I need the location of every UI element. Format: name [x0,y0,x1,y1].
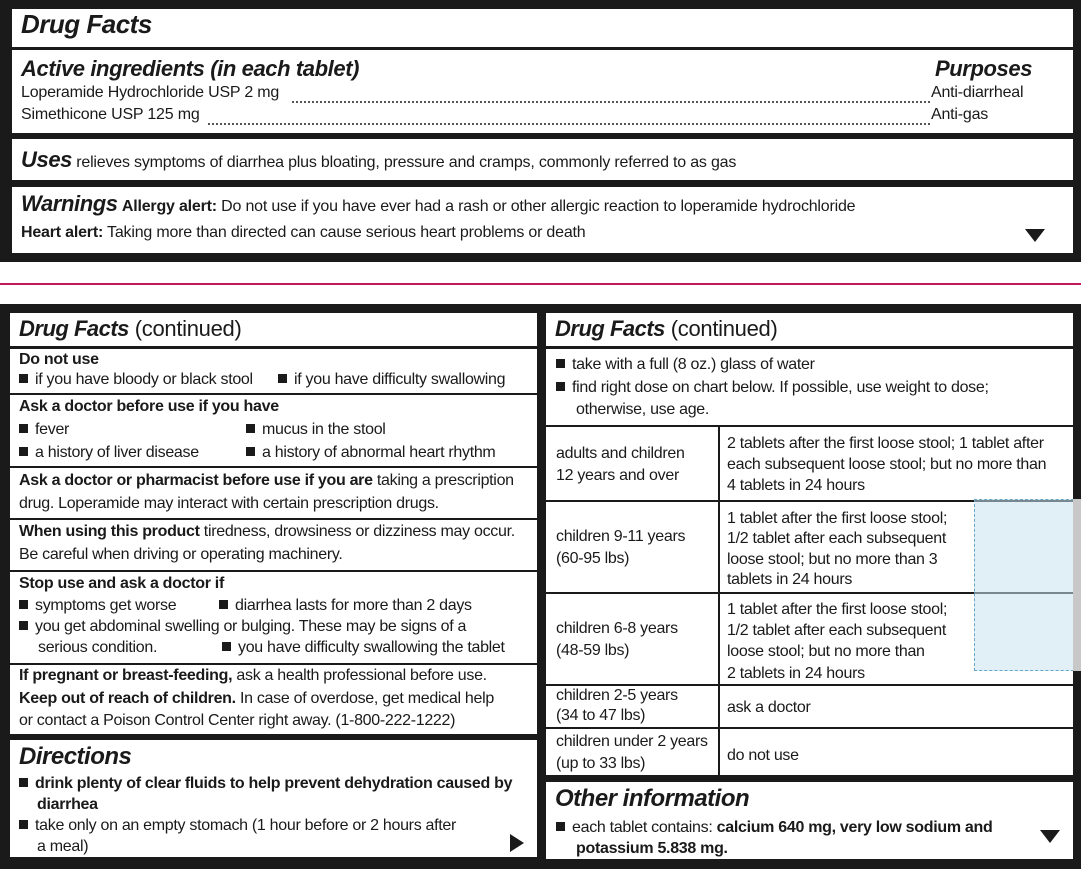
bullet-icon [19,447,28,456]
when-using-line-2: Be careful when driving or operating machinery. [19,546,343,563]
heart-alert-text: Taking more than directed can cause serious heart problems or death [107,224,586,241]
divider [10,393,537,395]
divider [10,663,537,665]
pregnancy-text: ask a health professional before use. [236,667,487,684]
dose-row-3-age-2: (48-59 lbs) [556,642,630,659]
list-item-text: if you have bloody or black stool [35,371,253,388]
dose-row-2-dose-2: 1/2 tablet after each subsequent [727,530,947,547]
dose-row-3-dose-1: 1 tablet after the first loose stool; [727,601,948,618]
left-column [10,313,537,734]
do-not-use-heading: Do not use [19,351,99,368]
bullet-icon [19,820,28,829]
ingredient-purpose-1: Anti-diarrheal [931,84,1024,101]
bullet-icon [219,600,228,609]
dose-row-3-dose-2: 1/2 tablet after each subsequent [727,622,947,639]
dose-row-1-dose-1: 2 tablets after the first loose stool; 1 tablet after [727,435,1044,452]
continued-label: (continued) [670,316,778,341]
dose-row-5-age-2: (up to 33 lbs) [556,755,646,772]
play-triangle-icon[interactable] [510,834,524,852]
dose-bullet-1 [556,355,815,375]
bullet-icon [19,778,28,787]
drug-facts-panel-top [0,0,1081,262]
list-item-text: you get abdominal swelling or bulging. These may be signs of a [35,618,467,635]
bullet-icon [556,382,565,391]
do-not-use-item-1 [19,370,253,390]
keep-out-heading: Keep out of reach of children. [19,690,236,707]
bullet-icon [19,600,28,609]
list-item-text: take only on an empty stomach (1 hour before or 2 hours after [35,817,457,834]
warnings-line [21,191,855,217]
ask-doctor-item-1 [19,420,69,440]
ask-doctor-item-2 [246,420,386,440]
divider [10,346,537,349]
allergy-alert-label: Allergy alert: [121,198,217,215]
warnings-heading: Warnings [21,191,118,216]
keep-out-line-1 [19,689,494,709]
ask-doctor-item-3 [19,443,199,463]
bullet-icon [246,424,255,433]
table-row-border [546,727,1073,729]
ask-pharmacist-line-1 [19,471,514,491]
pregnancy-heading: If pregnant or breast-feeding, [19,667,233,684]
down-triangle-icon[interactable] [1040,830,1060,843]
selection-highlight [974,499,1079,671]
dose-row-1-dose-2: each subsequent loose stool; but no more than [727,456,1047,473]
dose-row-4-dose: ask a doctor [727,699,811,716]
table-column-divider [718,425,720,775]
dot-leader [292,85,930,103]
dose-row-3-dose-3: loose stool; but no more than [727,643,925,660]
dose-row-4-age-1: children 2-5 years [556,687,678,704]
dose-row-2-dose-3: loose stool; but no more than 3 [727,551,938,568]
bullet-icon [556,822,565,831]
pregnancy-warning [19,666,487,686]
keep-out-line-2: or contact a Poison Control Center right away. (1-800-222-1222) [19,712,456,729]
list-item-text: a history of liver disease [35,444,199,461]
dose-row-2-dose-1: 1 tablet after the first loose stool; [727,510,948,527]
allergy-alert-text: Do not use if you have ever had a rash or other allergic reaction to loperamide hydrochloride [221,198,856,215]
bullet-icon [222,642,231,651]
page-divider [0,283,1081,285]
dose-bullet-2-cont: otherwise, use age. [576,401,710,418]
bullet-icon [19,374,28,383]
directions-item-2 [19,816,456,836]
when-using-line-1 [19,522,515,542]
stop-use-heading: Stop use and ask a doctor if [19,575,224,592]
other-information-section [546,782,1073,859]
directions-item-2-cont: a meal) [37,838,89,855]
dose-row-1-age-2: 12 years and over [556,467,679,484]
right-column-title [555,316,778,342]
list-item-text: find right dose on chart below. If possible, use weight to dose; [572,379,989,396]
when-using-text: tiredness, drowsiness or dizziness may occur. [203,523,515,540]
directions-heading: Directions [19,743,132,770]
bullet-icon [19,621,28,630]
directions-item-1 [19,774,512,794]
ask-pharmacist-heading: Ask a doctor or pharmacist before use if you are [19,472,373,489]
dose-row-2-dose-4: tablets in 24 hours [727,571,853,588]
uses-section [12,139,1073,180]
heart-alert-line [21,224,585,242]
uses-heading: Uses [21,147,72,172]
active-ingredients-section [12,50,1073,133]
stop-use-item-3-cont: serious condition. [38,639,158,656]
directions-section [10,740,537,857]
ask-doctor-heading: Ask a doctor before use if you have [19,398,279,415]
other-information-heading: Other information [555,785,750,812]
heart-alert-label: Heart alert: [21,224,104,241]
dose-row-5-age-1: children under 2 years [556,733,708,750]
divider [10,466,537,468]
other-information-line-2: potassium 5.838 mg. [576,840,728,857]
ingredient-purpose-2: Anti-gas [931,106,989,123]
dose-row-3-age-1: children 6-8 years [556,620,678,637]
when-using-heading: When using this product [19,523,200,540]
down-triangle-icon[interactable] [1025,229,1045,242]
uses-text: relieves symptoms of diarrhea plus bloating, pressure and cramps, commonly referred to as gas [76,154,737,171]
stop-use-item-4 [222,638,505,658]
bullet-icon [556,359,565,368]
page-title: Drug Facts [21,9,152,39]
bullet-icon [278,374,287,383]
dose-row-3-dose-4: 2 tablets in 24 hours [727,665,865,682]
other-information-line-1 [556,818,992,838]
list-item-text: diarrhea lasts for more than 2 days [235,597,472,614]
bullet-icon [246,447,255,456]
list-item-text: you have difficulty swallowing the tablet [238,639,505,656]
dose-row-1-age-1: adults and children [556,445,685,462]
dot-leader [208,107,930,125]
ask-pharmacist-text: taking a prescription [376,472,514,489]
divider [10,570,537,572]
table-border [546,425,1073,427]
list-item-text: take with a full (8 oz.) glass of water [572,356,815,373]
list-item-text: symptoms get worse [35,597,177,614]
ingredient-name-1: Loperamide Hydrochloride USP 2 mg [21,84,280,101]
divider [546,346,1073,349]
list-item-text: if you have difficulty swallowing [294,371,506,388]
ask-pharmacist-line-2: drug. Loperamide may interact with certain prescription drugs. [19,495,439,512]
do-not-use-item-2 [278,370,505,390]
directions-item-1-cont: diarrhea [37,796,98,813]
dose-row-5-dose: do not use [727,747,799,764]
dose-row-2-age-1: children 9-11 years [556,528,686,545]
dose-bullet-2 [556,378,989,398]
title-section [12,9,1073,47]
dose-row-1-dose-3: 4 tablets in 24 hours [727,477,865,494]
list-item-text: mucus in the stool [262,421,386,438]
bullet-icon [19,424,28,433]
scrollbar[interactable] [1073,499,1081,671]
uses-line [21,147,736,173]
drug-facts-label: Drug Facts [19,316,129,341]
ask-doctor-item-4 [246,443,495,463]
drug-facts-panel-bottom [0,304,1081,869]
purposes-heading: Purposes [935,56,1033,81]
stop-use-item-3 [19,617,466,637]
list-item-text: drink plenty of clear fluids to help prevent dehydration caused by [35,775,513,792]
active-ingredients-heading: Active ingredients (in each tablet) [21,56,360,81]
continued-label: (continued) [134,316,242,341]
list-item-text: a history of abnormal heart rhythm [262,444,496,461]
drug-facts-label: Drug Facts [555,316,665,341]
stop-use-item-2 [219,596,472,616]
left-column-title [19,316,242,342]
other-information-text: each tablet contains: [572,819,713,836]
dose-row-4-age-2: (34 to 47 lbs) [556,707,646,724]
stop-use-item-1 [19,596,176,616]
warnings-section [12,187,1073,253]
ingredient-name-2: Simethicone USP 125 mg [21,106,200,123]
dose-row-2-age-2: (60-95 lbs) [556,550,630,567]
divider [10,518,537,520]
list-item-text: fever [35,421,70,438]
keep-out-text: In case of overdose, get medical help [239,690,494,707]
other-information-bold: calcium 640 mg, very low sodium and [716,819,993,836]
